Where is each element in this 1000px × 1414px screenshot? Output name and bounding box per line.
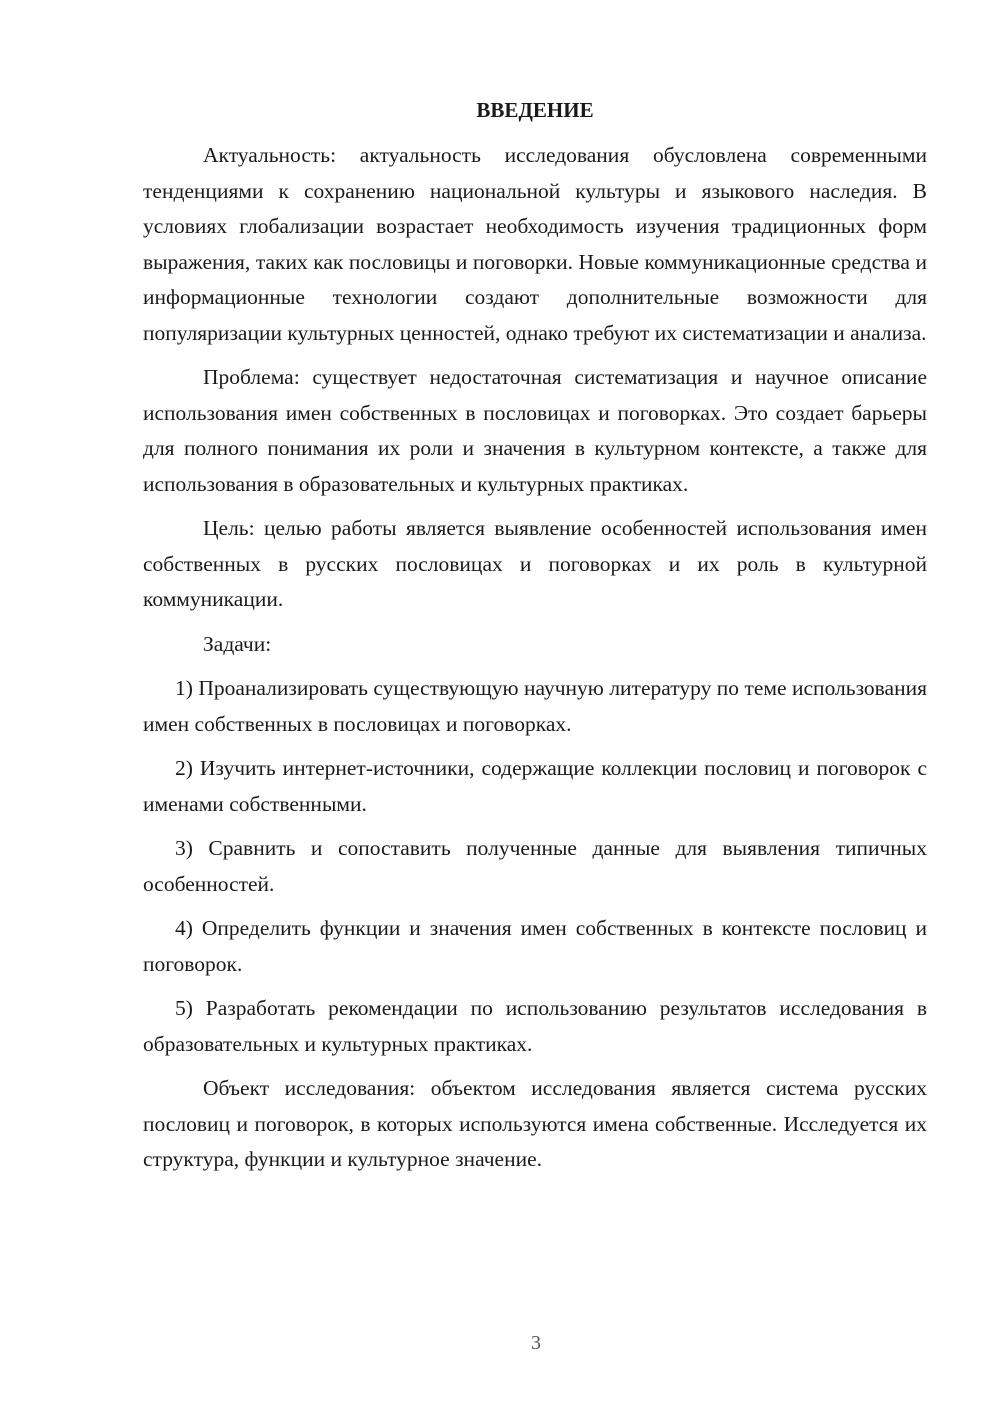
- task-item-5: 5) Разработать рекомендации по использованию результатов исследования в образовательных и культурных практиках.: [143, 996, 927, 1056]
- task-item-3: 3) Сравнить и сопоставить полученные данные для выявления типичных особенностей.: [143, 836, 927, 896]
- page-title: ВВЕДЕНИЕ: [476, 98, 594, 122]
- problem-paragraph: Проблема: существует недостаточная систематизация и научное описание использования имен собственных в пословицах и поговорках. Это создает барьеры для полного понимания их роли и значения в культурном контексте, а также для использования в образовательных и культурных практиках.: [143, 365, 927, 496]
- relevance-paragraph: Актуальность: актуальность исследования обусловлена современными тенденциями к сохранению национальной культуры и языкового наследия. В условиях глобализации возрастает необходимость изучения традиционных форм выражения, таких как пословицы и поговорки. Новые коммуникационные средства и информационные технологии создают дополнительные возможности для популяризации культурных ценностей, однако требуют их систематизации и анализа.: [143, 143, 927, 345]
- page-number: 3: [531, 1332, 541, 1354]
- task-item-4: 4) Определить функции и значения имен собственных в контексте пословиц и поговорок.: [143, 916, 927, 976]
- task-item-2: 2) Изучить интернет-источники, содержащие коллекции пословиц и поговорок с именами собственными.: [143, 756, 927, 816]
- task-item-1: 1) Проанализировать существующую научную литературу по теме использования имен собственных в пословицах и поговорках.: [143, 676, 927, 736]
- object-paragraph: Объект исследования: объектом исследования является система русских пословиц и поговорок, в которых используются имена собственные. Исследуется их структура, функции и культурное значение.: [143, 1076, 927, 1171]
- document-page: [143, 95, 927, 1178]
- tasks-heading: Задачи:: [203, 631, 272, 656]
- goal-paragraph: Цель: целью работы является выявление особенностей использования имен собственных в русских пословицах и поговорках и их роль в культурной коммуникации.: [143, 516, 927, 611]
